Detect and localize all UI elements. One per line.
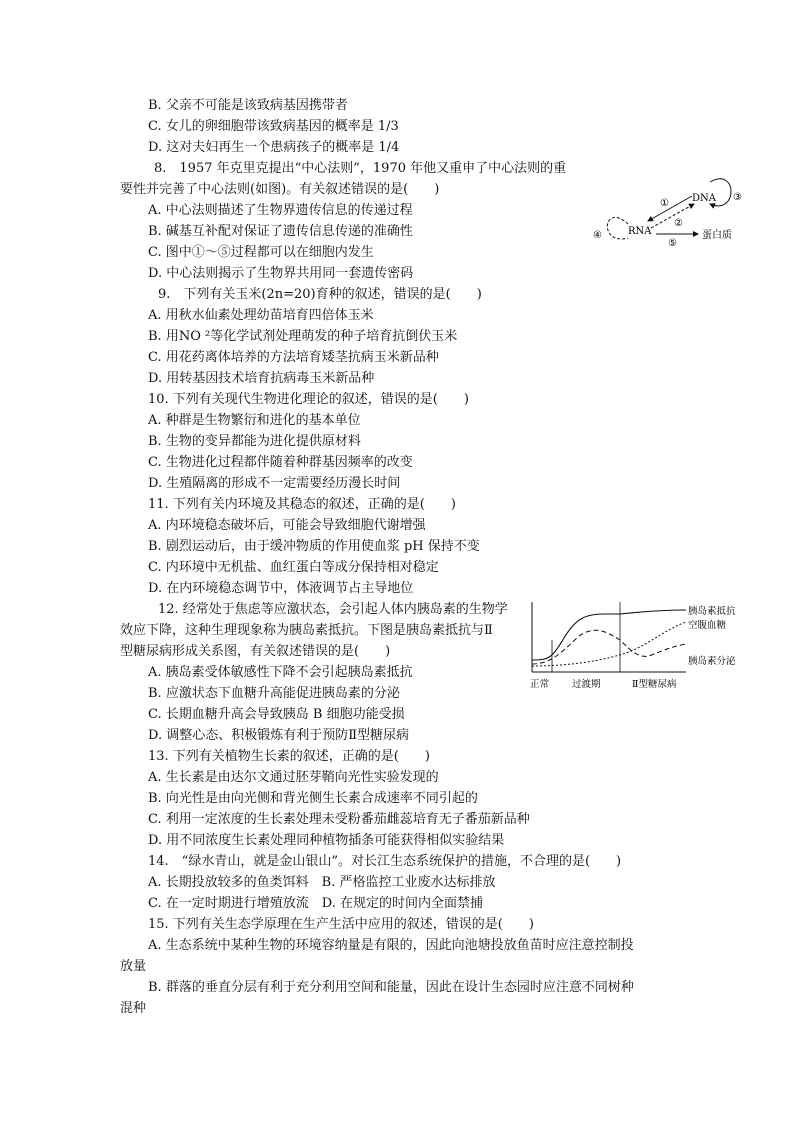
stage-transition: 过渡期: [572, 679, 601, 690]
q8-stem-line1: 8. 1957 年克里克提出“中心法则”，1970 年他又重申了中心法则的重: [154, 161, 567, 176]
central-dogma-diagram: [588, 166, 753, 256]
q9-option-d: D. 用转基因技术培育抗病毒玉米新品种: [148, 371, 375, 386]
q13-option-c: C. 利用一定浓度的生长素处理未受粉番茄雌蕊培育无子番茄新品种: [148, 812, 530, 827]
q11-option-a: A. 内环境稳态破坏后，可能会导致细胞代谢增强: [148, 518, 426, 533]
num-1: ①: [660, 198, 669, 209]
insulin-resistance-chart: [524, 600, 764, 692]
series-insulin-resistance: [532, 610, 686, 660]
q14-stem: 14. “绿水青山，就是金山银山”。对长江生态系统保护的措施，不合理的是( ): [148, 854, 622, 869]
q9-option-c: C. 用花药离体培养的方法培育矮茎抗病玉米新品种: [148, 350, 439, 365]
q13-option-b: B. 向光性是由向光侧和背光侧生长素合成速率不同引起的: [148, 791, 478, 806]
series-fasting-glucose: [532, 622, 686, 666]
q15-stem: 15. 下列有关生态学原理在生产生活中应用的叙述，错误的是( ): [148, 917, 534, 932]
q10-stem: 10. 下列有关现代生物进化理论的叙述，错误的是( ): [148, 392, 469, 407]
q12-option-b: B. 应激状态下血糖升高能促进胰岛素的分泌: [148, 686, 400, 701]
num-5: ⑤: [668, 238, 677, 249]
q13-option-a: A. 生长素是由达尔文通过胚芽鞘向光性实验发现的: [148, 770, 439, 785]
q8-option-b: B. 碱基互补配对保证了遗传信息传递的准确性: [148, 224, 413, 239]
q11-option-c: C. 内环境中无机盐、血红蛋白等成分保持相对稳定: [148, 560, 439, 575]
q9-option-a: A. 用秋水仙素处理幼苗培育四倍体玉米: [148, 308, 374, 323]
q12-option-c: C. 长期血糖升高会导致胰岛 B 细胞功能受损: [148, 707, 405, 722]
q10-option-d: D. 生殖隔离的形成不一定需要经历漫长时间: [148, 476, 401, 491]
q15-option-a-line2: 放量: [120, 959, 147, 974]
q13-stem: 13. 下列有关植物生长素的叙述，正确的是( ): [148, 749, 430, 764]
q12-stem-line1: 12. 经常处于焦虑等应激状态，会引起人体内胰岛素的生物学: [158, 602, 508, 617]
q13-option-d: D. 用不同浓度生长素处理同种植物插条可能获得相似实验结果: [148, 833, 505, 848]
q7-option-d: D. 这对夫妇再生一个患病孩子的概率是 1/4: [148, 140, 400, 155]
series-insulin-secretion: [532, 630, 686, 664]
q9-option-b: B. 用NO ²等化学试剂处理萌发的种子培育抗倒伏玉米: [148, 329, 458, 344]
stage-diabetes: Ⅱ型糖尿病: [632, 679, 677, 690]
q12-stem-line2: 效应下降，这种生理现象称为胰岛素抵抗。下图是胰岛素抵抗与Ⅱ: [120, 623, 493, 638]
q15-option-a-line1: A. 生态系统中某种生物的环境容纳量是有限的，因此向池塘投放鱼苗时应注意控制投: [148, 938, 634, 953]
q8-stem-line2: 要性并完善了中心法则(如图)。有关叙述错误的是( ): [120, 182, 440, 197]
legend-resistance: 胰岛素抵抗: [688, 606, 736, 617]
q11-option-b: B. 剧烈运动后，由于缓冲物质的作用使血浆 pH 保持不变: [148, 539, 480, 554]
stage-normal: 正常: [530, 679, 550, 690]
q12-option-a: A. 胰岛素受体敏感性下降不会引起胰岛素抵抗: [148, 665, 413, 680]
q12-stem-line3: 型糖尿病形成关系图，有关叙述错误的是( ): [120, 644, 391, 659]
rna-replication-loop: [607, 217, 628, 239]
protein-label: 蛋白质: [702, 230, 732, 241]
q12-option-d: D. 调整心态、积极锻炼有利于预防Ⅱ型糖尿病: [148, 728, 410, 743]
legend-glucose: 空腹血糖: [688, 620, 727, 631]
q8-option-d: D. 中心法则揭示了生物界共用同一套遗传密码: [148, 266, 414, 281]
q8-option-c: C. 图中①～⑤过程都可以在细胞内发生: [148, 245, 374, 260]
q10-option-a: A. 种群是生物繁衍和进化的基本单位: [148, 413, 361, 428]
legend-secretion: 胰岛素分泌: [688, 656, 736, 667]
q15-option-b-line2: 混种: [120, 1001, 147, 1016]
num-4: ④: [593, 230, 602, 241]
rna-label: RNA: [628, 226, 652, 237]
q11-stem: 11. 下列有关内环境及其稳态的叙述，正确的是( ): [148, 497, 456, 512]
q10-option-b: B. 生物的变异都能为进化提供原材料: [148, 434, 361, 449]
dna-label: DNA: [692, 193, 716, 204]
q14-options-ab: A. 长期投放较多的鱼类饵料 B. 严格监控工业废水达标排放: [148, 875, 496, 890]
num-2: ②: [674, 218, 683, 229]
q11-option-d: D. 在内环境稳态调节中，体液调节占主导地位: [148, 581, 414, 596]
q7-option-b: B. 父亲不可能是该致病基因携带者: [148, 98, 348, 113]
q10-option-c: C. 生物进化过程都伴随着种群基因频率的改变: [148, 455, 413, 470]
q8-option-a: A. 中心法则描述了生物界遗传信息的传递过程: [148, 203, 413, 218]
q9-stem: 9. 下列有关玉米(2n=20)育种的叙述，错误的是( ): [158, 287, 482, 302]
q15-option-b-line1: B. 群落的垂直分层有利于充分利用空间和能量，因此在设计生态园时应注意不同树种: [148, 980, 634, 995]
q14-options-cd: C. 在一定时期进行增殖放流 D. 在规定的时间内全面禁捕: [148, 896, 483, 911]
num-3: ③: [733, 192, 742, 203]
q7-option-c: C. 女儿的卵细胞带该致病基因的概率是 1/3: [148, 119, 399, 134]
